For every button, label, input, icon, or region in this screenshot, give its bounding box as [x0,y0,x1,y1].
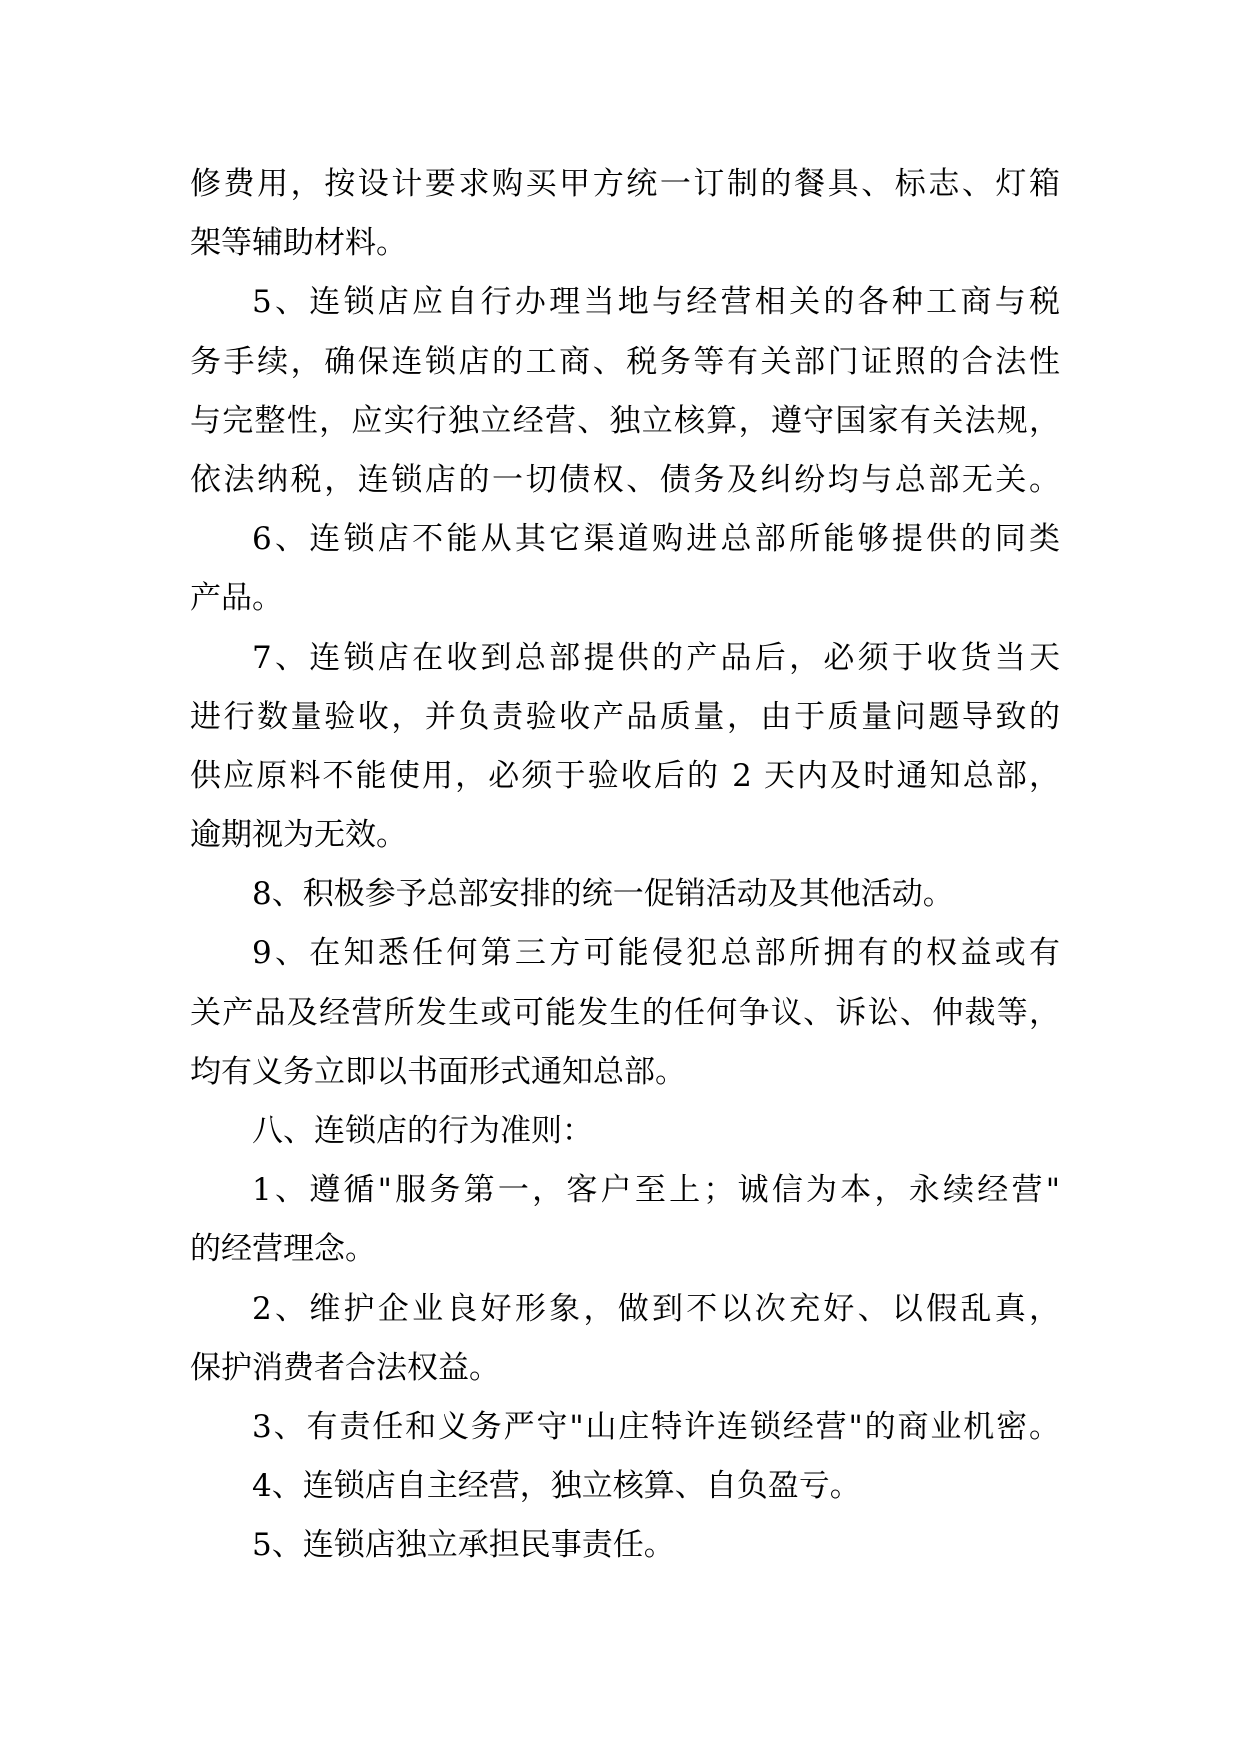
rule-3-line: 3、有责任和义务严守"山庄特许连锁经营"的商业机密。 [252,1408,1060,1445]
rule-1-line: 1、遵循"服务第一，客户至上；诚信为本，永续经营" [252,1172,1060,1209]
text-line: 与完整性，应实行独立经营、独立核算，遵守国家有关法规， [190,402,1060,439]
text-line: 供应原料不能使用，必须于验收后的 2 天内及时通知总部， [190,757,1060,794]
text-line: 依法纳税，连锁店的一切债权、债务及纠纷均与总部无关。 [190,461,1060,498]
text-line: 保护消费者合法权益。 [190,1349,500,1386]
text-line: 架等辅助材料。 [190,225,407,262]
rule-4-line: 4、连锁店自主经营，独立核算、自负盈亏。 [252,1468,861,1505]
text-line: 关产品及经营所发生或可能发生的任何争议、诉讼、仲裁等， [190,994,1060,1031]
rule-2-line: 2、维护企业良好形象，做到不以次充好、以假乱真， [252,1290,1060,1327]
text-line: 逾期视为无效。 [190,817,407,854]
clause-8-line: 8、积极参予总部安排的统一促销活动及其他活动。 [252,876,954,913]
text-line: 修费用，按设计要求购买甲方统一订制的餐具、标志、灯箱 [190,166,1060,202]
document-body [190,155,1060,1576]
text-line: 产品。 [190,580,283,617]
clause-5-line: 5、连锁店应自行办理当地与经营相关的各种工商与税 [252,284,1060,321]
text-line: 均有义务立即以书面形式通知总部。 [190,1053,686,1090]
text-line: 务手续，确保连锁店的工商、税务等有关部门证照的合法性 [190,343,1060,380]
clause-9-line: 9、在知悉任何第三方可能侵犯总部所拥有的权益或有 [252,935,1060,972]
text-line: 的经营理念。 [190,1231,376,1268]
section-heading: 八、连锁店的行为准则： [252,1113,593,1149]
text-line: 进行数量验收，并负责验收产品质量，由于质量问题导致的 [190,698,1060,735]
clause-6-line: 6、连锁店不能从其它渠道购进总部所能够提供的同类 [252,521,1060,558]
rule-5-line: 5、连锁店独立承担民事责任。 [252,1527,675,1564]
clause-7-line: 7、连锁店在收到总部提供的产品后，必须于收货当天 [252,639,1060,676]
